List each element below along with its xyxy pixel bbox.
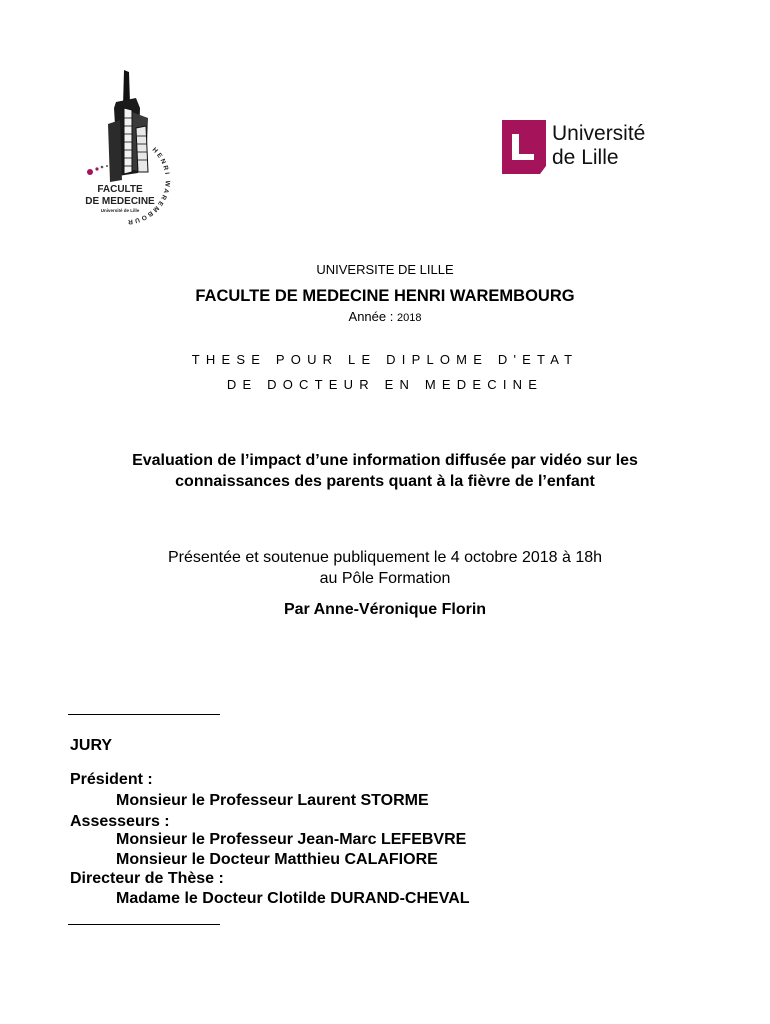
president-name: Monsieur le Professeur Laurent STORME bbox=[116, 792, 429, 809]
thesis-diploma-line1: THESE POUR LE DIPLOME D'ETAT bbox=[191, 352, 579, 367]
thesis-title bbox=[0, 450, 770, 492]
svg-text:de Lille: de Lille bbox=[552, 146, 619, 169]
thesis-diploma-line2: DE DOCTEUR EN MEDECINE bbox=[226, 377, 544, 392]
director-label: Directeur de Thèse : bbox=[70, 870, 224, 887]
year-value: 2018 bbox=[396, 312, 422, 324]
svg-text:DE MEDECINE: DE MEDECINE bbox=[85, 196, 155, 207]
academic-year bbox=[0, 309, 770, 324]
presentation-info bbox=[0, 547, 770, 589]
university-name: UNIVERSITE DE LILLE bbox=[316, 262, 454, 277]
presentation-date: Présentée et soutenue publiquement le 4 octobre 2018 à 18h bbox=[167, 549, 603, 566]
faculte-medecine-logo bbox=[80, 68, 190, 228]
universite-de-lille-logo bbox=[500, 118, 680, 174]
thesis-author: Par Anne-Véronique Florin bbox=[283, 601, 487, 618]
presentation-place: au Pôle Formation bbox=[319, 570, 451, 587]
assessors-label: Assesseurs : bbox=[70, 813, 170, 830]
svg-text:FACULTE: FACULTE bbox=[97, 184, 143, 195]
director-name: Madame le Docteur Clotilde DURAND-CHEVAL bbox=[116, 890, 470, 907]
separator-line bbox=[68, 714, 220, 715]
svg-text:Université: Université bbox=[552, 122, 646, 145]
jury-heading: JURY bbox=[70, 737, 113, 754]
year-label: Année : bbox=[348, 309, 394, 324]
svg-text:Université de Lille: Université de Lille bbox=[100, 208, 140, 213]
faculty-name: FACULTE DE MEDECINE HENRI WAREMBOURG bbox=[195, 287, 575, 305]
separator-line bbox=[68, 924, 220, 925]
president-label: Président : bbox=[70, 771, 153, 788]
thesis-title-line2: connaissances des parents quant à la fièvre de l’enfant bbox=[175, 473, 595, 490]
thesis-title-line1: Evaluation de l’impact d’une information diffusée par vidéo sur les bbox=[132, 452, 638, 469]
assessor-name: Monsieur le Professeur Jean-Marc LEFEBVRE bbox=[116, 831, 467, 848]
assessor-name: Monsieur le Docteur Matthieu CALAFIORE bbox=[116, 851, 438, 868]
svg-text:HENRI WAREMBOURG: HENRI WAREMBOUR bbox=[125, 146, 171, 226]
